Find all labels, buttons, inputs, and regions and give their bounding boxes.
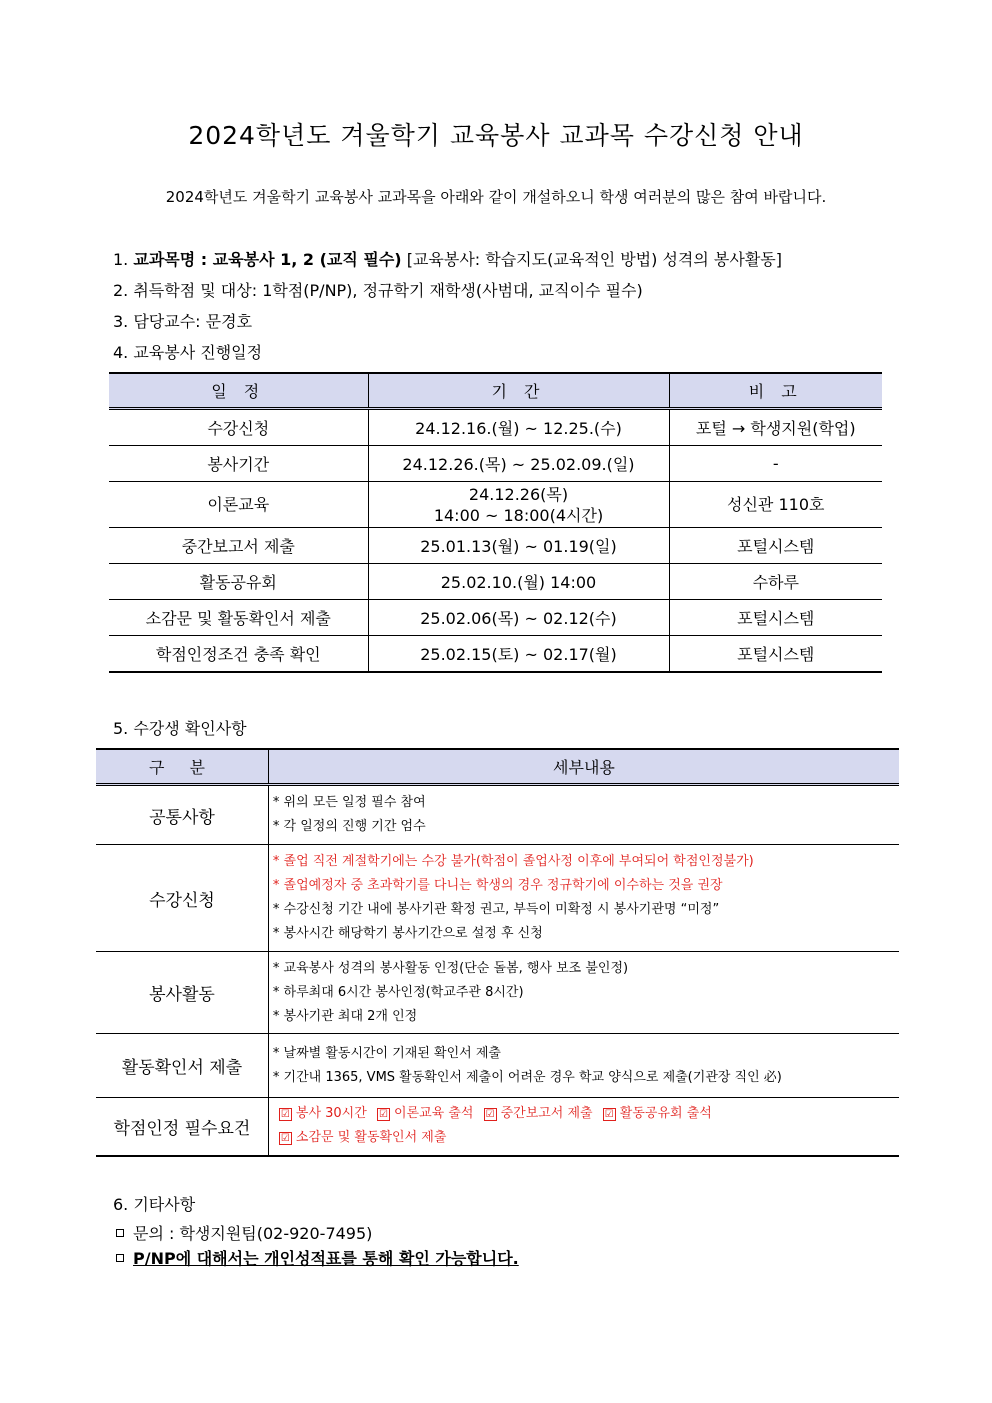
table-row (96, 1034, 899, 1098)
schedule-header-note: 비 고 (669, 373, 882, 409)
list-item: * 기간내 1365, VMS 활동확인서 제출이 어려운 경우 학교 양식으로 제출(기관장 직인 必) (272, 1069, 782, 1085)
etc-contact-text: 문의 : 학생지원팀(02-920-7495) (133, 1224, 373, 1243)
checkbox-checked-icon: ☑ (377, 1108, 390, 1121)
schedule-header-name: 일 정 (109, 373, 368, 409)
schedule-note: 포털시스템 (669, 636, 882, 673)
schedule-name: 이론교육 (109, 482, 368, 528)
check-label-credit: 학점인정 필수요건 (96, 1098, 268, 1156)
list-item: * 날짜별 활동시간이 기재된 확인서 제출 (272, 1045, 501, 1061)
check-detail-enroll (268, 845, 899, 952)
item-5: 5. 수강생 확인사항 (113, 719, 247, 738)
table-row (109, 409, 882, 446)
schedule-name: 활동공유회 (109, 564, 368, 600)
schedule-note: 포털시스템 (669, 528, 882, 564)
list-item: * 교육봉사 성격의 봉사활동 인정(단순 돌봄, 행사 보조 불인정) (272, 960, 629, 976)
list-item: * 봉사기관 최대 2개 인정 (272, 1008, 418, 1024)
schedule-header-period: 기 간 (368, 373, 669, 409)
schedule-note: 포털시스템 (669, 600, 882, 636)
schedule-period-date: 24.12.26(목) (468, 484, 569, 504)
schedule-period: 25.02.06(목) ~ 02.12(수) (368, 600, 669, 636)
check-label-enroll: 수강신청 (96, 845, 268, 952)
etc-contact (116, 1221, 372, 1244)
check-detail-confirm (268, 1034, 899, 1098)
credit-requirement: 소감문 및 활동확인서 제출 (295, 1130, 447, 1146)
intro-text: 2024학년도 겨울학기 교육봉사 교과목을 아래와 같이 개설하오니 학생 여러분의 많은 참여 바랍니다. (165, 188, 827, 206)
table-row (109, 600, 882, 636)
item-1-num: 1. (113, 250, 129, 269)
check-header-row (96, 749, 899, 785)
checkbox-checked-icon: ☑ (279, 1132, 292, 1145)
list-item: * 수강신청 기간 내에 봉사기관 확정 권고, 부득이 미확정 시 봉사기관명 “미정” (272, 902, 720, 917)
table-row (96, 845, 899, 952)
check-detail-service (268, 952, 899, 1034)
schedule-period: 24.12.16.(월) ~ 12.25.(수) (368, 409, 669, 446)
table-row (96, 952, 899, 1034)
schedule-period-time: 14:00 ~ 18:00(4시간) (433, 505, 604, 525)
list-item: * 하루최대 6시간 봉사인정(학교주관 8시간) (272, 984, 524, 1000)
table-row (96, 1098, 899, 1156)
check-label-confirm: 활동확인서 제출 (96, 1034, 268, 1098)
item-1 (113, 247, 782, 270)
schedule-name: 수강신청 (109, 409, 368, 446)
credit-requirement: 활동공유회 출석 (619, 1106, 712, 1122)
schedule-header-row (109, 373, 882, 409)
square-bullet-icon (116, 1229, 124, 1237)
credit-line-1 (279, 1102, 899, 1126)
table-row (96, 785, 899, 845)
list-item: * 졸업 직전 계절학기에는 수강 불가(학점이 졸업사정 이후에 부여되어 학점인정불가) (272, 854, 754, 869)
check-header-category: 구 분 (96, 749, 268, 785)
check-label-common: 공통사항 (96, 785, 268, 845)
check-table (96, 748, 899, 1157)
schedule-name: 봉사기간 (109, 446, 368, 482)
schedule-period: 25.02.10.(월) 14:00 (368, 564, 669, 600)
checkbox-checked-icon: ☑ (484, 1108, 497, 1121)
checkbox-checked-icon: ☑ (279, 1108, 292, 1121)
list-item: * 졸업예정자 중 초과학기를 다니는 학생의 경우 정규학기에 이수하는 것을 권장 (272, 878, 723, 893)
list-item: * 각 일정의 진행 기간 엄수 (272, 819, 426, 834)
table-row (109, 482, 882, 528)
schedule-name: 중간보고서 제출 (109, 528, 368, 564)
schedule-period: 25.01.13(월) ~ 01.19(일) (368, 528, 669, 564)
credit-requirement: 중간보고서 제출 (500, 1106, 593, 1122)
check-detail-credit (268, 1098, 899, 1156)
table-row (109, 528, 882, 564)
item-2: 2. 취득학점 및 대상: 1학점(P/NP), 정규학기 재학생(사범대, 교직이수 필수) (113, 281, 643, 300)
table-row (109, 564, 882, 600)
schedule-note: - (669, 446, 882, 482)
list-item: * 위의 모든 일정 필수 참여 (272, 795, 426, 810)
item-6: 6. 기타사항 (113, 1195, 196, 1214)
schedule-note: 포털 → 학생지원(학업) (669, 409, 882, 446)
page-title: 2024학년도 겨울학기 교육봉사 교과목 수강신청 안내 (188, 121, 804, 150)
item-1-rest: [교육봉사: 학습지도(교육적인 방법) 성격의 봉사활동] (401, 250, 782, 269)
credit-requirement: 봉사 30시간 (295, 1106, 367, 1122)
schedule-note: 수하루 (669, 564, 882, 600)
item-1-bold: 교과목명 : 교육봉사 1, 2 (교직 필수) (133, 250, 402, 269)
schedule-name: 학점인정조건 충족 확인 (109, 636, 368, 673)
schedule-table (109, 372, 882, 673)
item-4: 4. 교육봉사 진행일정 (113, 343, 263, 362)
checkbox-checked-icon: ☑ (603, 1108, 616, 1121)
etc-pnp-text: P/NP에 대해서는 개인성적표를 통해 확인 가능합니다. (133, 1249, 519, 1268)
table-row (109, 636, 882, 673)
schedule-name: 소감문 및 활동확인서 제출 (109, 600, 368, 636)
etc-pnp (116, 1246, 519, 1269)
schedule-period (368, 482, 669, 528)
check-label-service: 봉사활동 (96, 952, 268, 1034)
credit-requirement: 이론교육 출석 (393, 1106, 474, 1122)
check-header-detail: 세부내용 (268, 749, 899, 785)
schedule-note: 성신관 110호 (669, 482, 882, 528)
schedule-period: 24.12.26.(목) ~ 25.02.09.(일) (368, 446, 669, 482)
schedule-period: 25.02.15(토) ~ 02.17(월) (368, 636, 669, 673)
check-detail-common (268, 785, 899, 845)
square-bullet-icon (116, 1254, 124, 1262)
credit-line-2 (279, 1126, 899, 1150)
table-row (109, 446, 882, 482)
item-3: 3. 담당교수: 문경호 (113, 312, 253, 331)
list-item: * 봉사시간 해당학기 봉사기간으로 설정 후 신청 (272, 926, 543, 941)
